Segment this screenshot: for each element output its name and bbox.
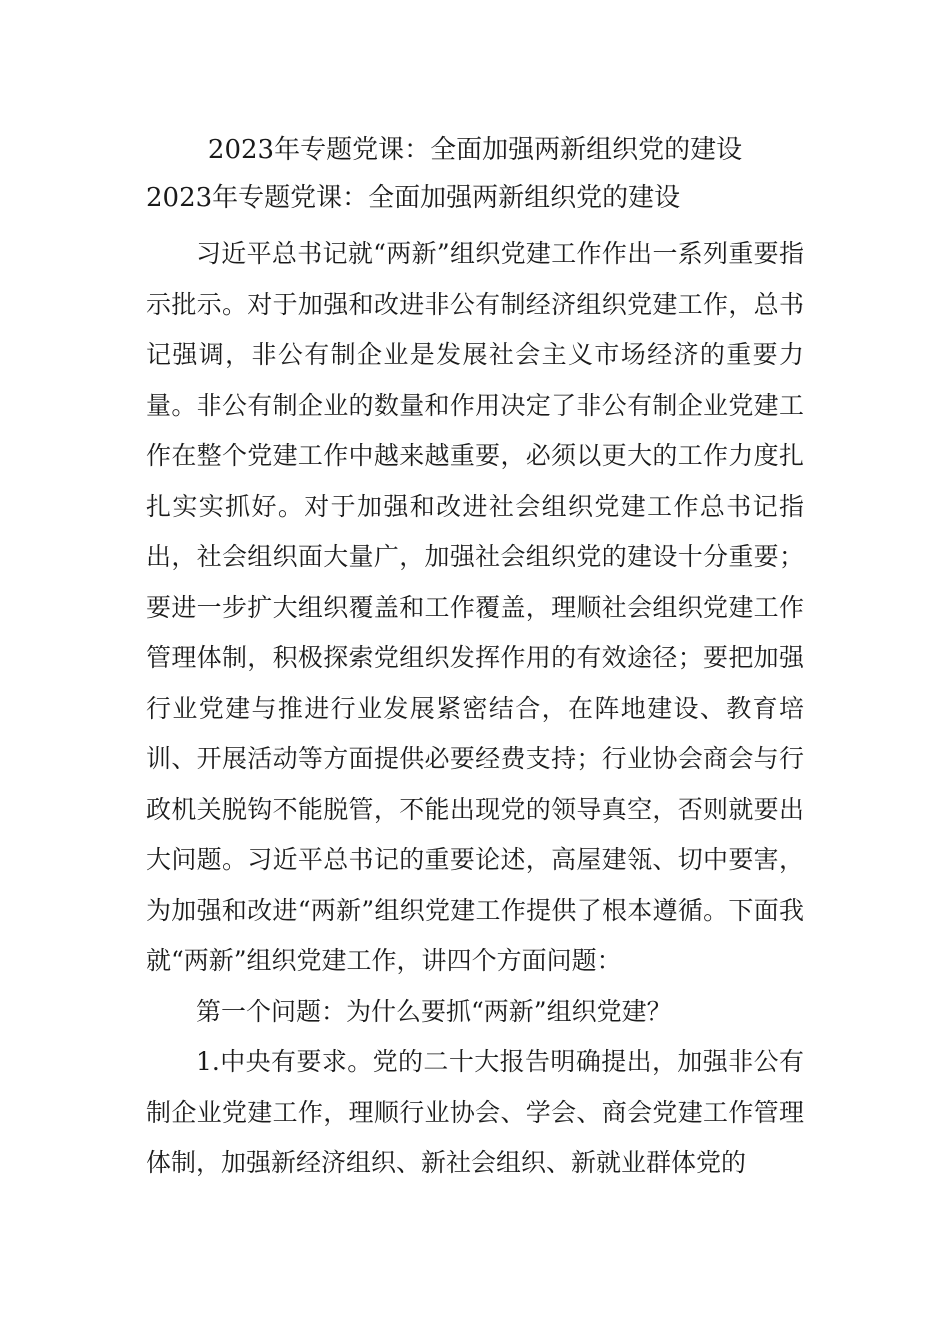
body-paragraph-point-1: 1.中央有要求。党的二十大报告明确提出，加强非公有制企业党建工作，理顺行业协会、学会、商会党建工作管理体制，加强新经济组织、新社会组织、新就业群体党的 (146, 1047, 804, 1177)
section-heading-first-question: 第一个问题：为什么要抓“两新”组织党建？ (196, 996, 672, 1026)
document-subtitle: 2023年专题党课：全面加强两新组织党的建设 (146, 183, 681, 213)
document-title: 2023年专题党课：全面加强两新组织党的建设 (207, 135, 743, 165)
body-paragraph-intro: 习近平总书记就“两新”组织党建工作作出一系列重要指示批示。对于加强和改进非公有制经济组织党建工作，总书记强调，非公有制企业是发展社会主义市场经济的重要力量。非公有制企业的数量和作用决定了非公有制企业党建工作在整个党建工作中越来越重要，必须以更大的工作力度扎扎实实抓好。对于加强和改进社会组织党建工作总书记指出，社会组织面大量广，加强社会组织党的建设十分重要；要进一步扩大组织覆盖和工作覆盖，理顺社会组织党建工作管理体制，积极探索党组织发挥作用的有效途径；要把加强行业党建与推进行业发展紧密结合，在阵地建设、教育培训、开展活动等方面提供必要经费支持；行业协会商会与行政机关脱钩不能脱管，不能出现党的领导真空，否则就要出大问题。习近平总书记的重要论述，高屋建瓴、切中要害，为加强和改进“两新”组织党建工作提供了根本遵循。下面我就“两新”组织党建工作，讲四个方面问题： (146, 239, 804, 975)
document-body (146, 229, 804, 1189)
